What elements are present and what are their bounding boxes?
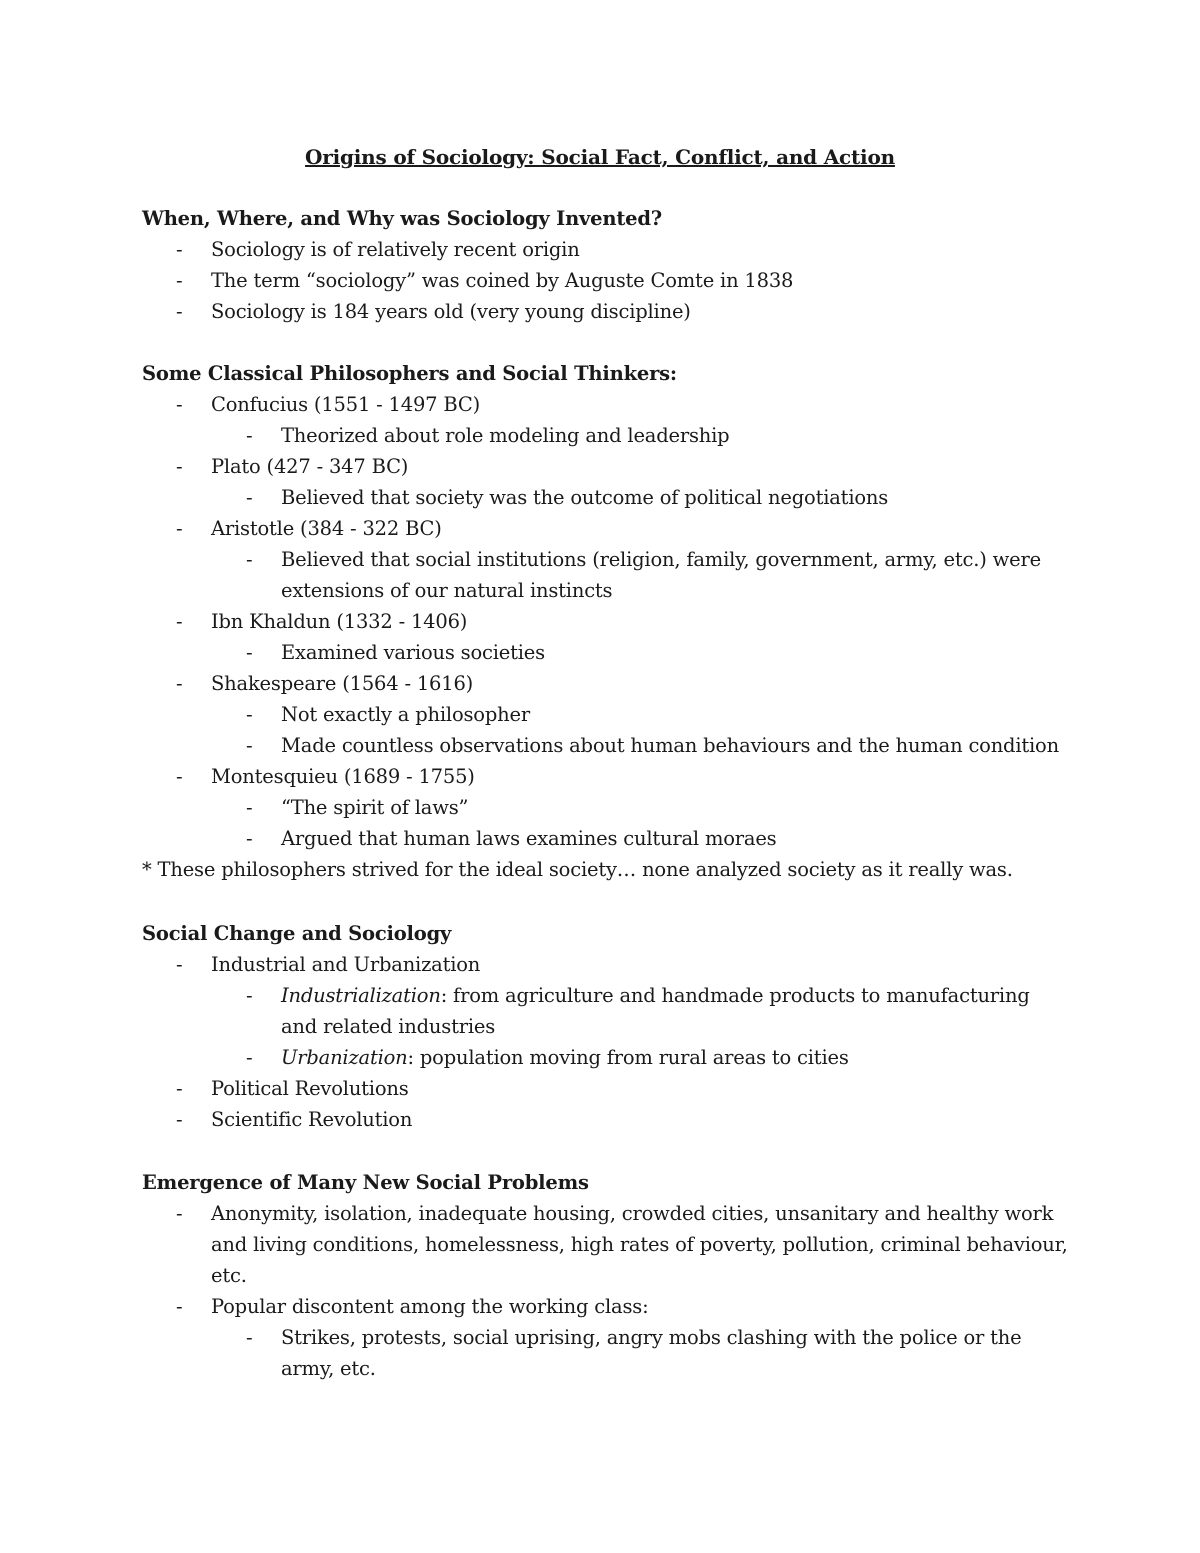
list-item-plato: - Plato (427 - 347 BC) — [176, 455, 409, 478]
sub-item-industrialization: - Industrialization: from agriculture and handmade products to manufacturing and related industries — [246, 984, 1030, 1038]
sub-item-urbanization: - Urbanization: population moving from rural areas to cities — [246, 1046, 849, 1069]
heading-classical-philosophers: Some Classical Philosophers and Social Thinkers: — [142, 362, 677, 385]
list-item-anonymity: - Anonymity, isolation, inadequate housing, crowded cities, unsanitary and healthy work and living conditions, homelessness, high rates of poverty, pollution, criminal behaviour, etc. — [176, 1202, 1068, 1287]
sub-item: - Examined various societies — [246, 641, 545, 664]
sub-item: - Theorized about role modeling and leadership — [246, 424, 730, 447]
list-item: - The term “sociology” was coined by Auguste Comte in 1838 — [176, 269, 794, 292]
list-item-scientific: - Scientific Revolution — [176, 1108, 413, 1131]
document-title: Origins of Sociology: Social Fact, Conflict, and Action — [305, 145, 895, 169]
list-item-montesquieu: - Montesquieu (1689 - 1755) — [176, 765, 475, 788]
sub-item: - Strikes, protests, social uprising, angry mobs clashing with the police or the army, etc. — [246, 1326, 1022, 1380]
sub-item: - Made countless observations about human behaviours and the human condition — [246, 734, 1059, 757]
list-item-aristotle: - Aristotle (384 - 322 BC) — [176, 517, 442, 540]
heading-social-problems: Emergence of Many New Social Problems — [142, 1171, 589, 1194]
heading-when-where-why: When, Where, and Why was Sociology Invented? — [142, 207, 663, 230]
sub-item: - Not exactly a philosopher — [246, 703, 530, 726]
sub-item: - Believed that society was the outcome of political negotiations — [246, 486, 889, 509]
sub-item: - Believed that social institutions (religion, family, government, army, etc.) were extensions of our natural instincts — [246, 548, 1041, 602]
term-industrialization: Industrialization — [281, 984, 441, 1007]
sub-item: - “The spirit of laws” — [246, 796, 469, 819]
term-urbanization: Urbanization — [281, 1046, 408, 1069]
philosophers-note: * These philosophers strived for the ideal society… none analyzed society as it really was. — [142, 858, 1013, 881]
list-item: - Sociology is of relatively recent origin — [176, 238, 580, 261]
list-item-discontent: - Popular discontent among the working class: — [176, 1295, 649, 1318]
list-item-shakespeare: - Shakespeare (1564 - 1616) — [176, 672, 474, 695]
list-item: - Sociology is 184 years old (very young discipline) — [176, 300, 691, 323]
list-item-industrial: - Industrial and Urbanization — [176, 953, 481, 976]
list-item-political: - Political Revolutions — [176, 1077, 409, 1100]
list-item-confucius: - Confucius (1551 - 1497 BC) — [176, 393, 480, 416]
heading-social-change: Social Change and Sociology — [142, 922, 452, 945]
list-item-khaldun: - Ibn Khaldun (1332 - 1406) — [176, 610, 468, 633]
sub-item: - Argued that human laws examines cultural moraes — [246, 827, 777, 850]
